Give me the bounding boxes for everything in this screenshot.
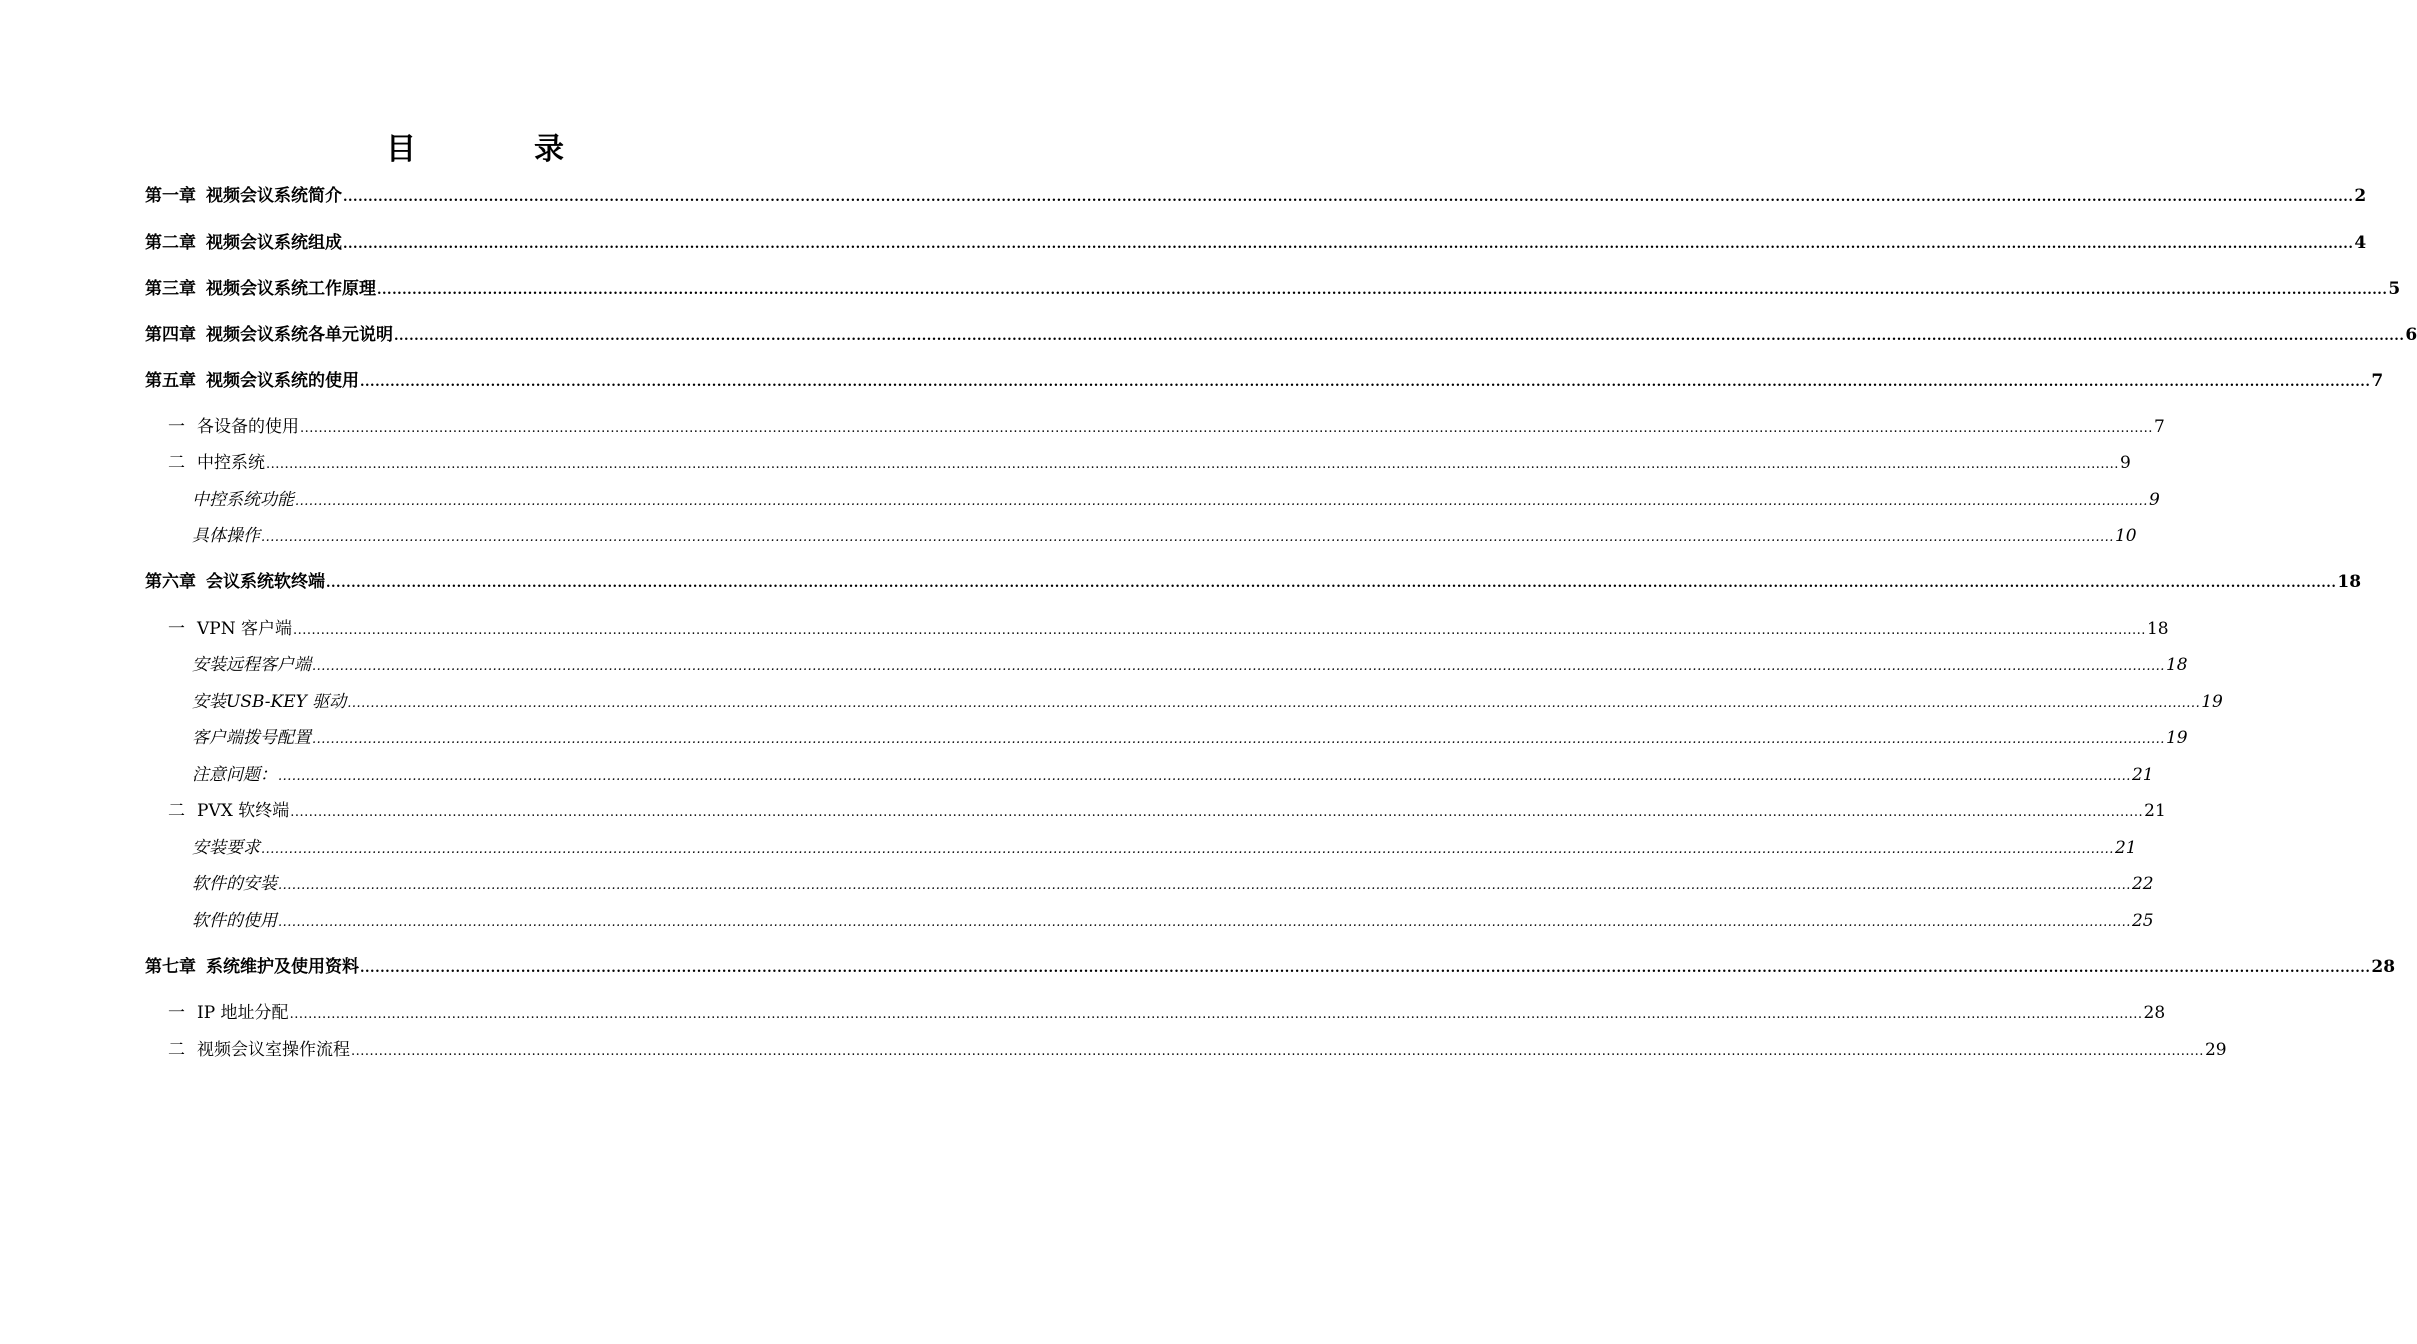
toc-entry[interactable] [145, 570, 2362, 594]
toc-page-number: 10 [2114, 526, 2137, 546]
toc-entry-label [145, 231, 342, 255]
toc-page-number: 2 [2354, 186, 2367, 206]
toc-entry[interactable] [168, 799, 2166, 823]
toc-entry-number: 第五章 [145, 371, 196, 391]
toc-entry-text: 视频会议系统工作原理 [206, 279, 376, 299]
toc-dot-leader: ................................................................................................................................................................................................................................................................................................................................................................................................................ [343, 237, 2354, 252]
toc-dot-leader: ................................................................................................................................................................................................................................................................................................................................................................................................................ [295, 494, 2148, 509]
toc-entry-number: 二 [168, 1040, 185, 1060]
toc-page-number: 7 [2153, 417, 2165, 437]
toc-entry-label [192, 653, 311, 677]
toc-dot-leader: ................................................................................................................................................................................................................................................................................................................................................................................................................ [278, 878, 2131, 893]
toc-dot-leader: ................................................................................................................................................................................................................................................................................................................................................................................................................ [351, 1044, 2204, 1059]
toc-entry-number: 第三章 [145, 279, 196, 299]
toc-page-number: 6 [2405, 325, 2417, 345]
toc-entry-text: IP 地址分配 [197, 1003, 289, 1023]
toc-page-number: 21 [2144, 801, 2166, 821]
toc-entry[interactable] [145, 231, 2367, 255]
toc-entry-label [192, 909, 277, 933]
toc-entry-number: 第七章 [145, 957, 196, 977]
toc-dot-leader: ................................................................................................................................................................................................................................................................................................................................................................................................................ [289, 1007, 2143, 1022]
toc-dot-leader: ................................................................................................................................................................................................................................................................................................................................................................................................................ [278, 915, 2131, 930]
toc-entry-text: 软件的使用 [192, 911, 277, 931]
toc-entry[interactable] [145, 369, 2384, 393]
toc-entry-label [168, 451, 265, 475]
toc-page-number: 7 [2371, 371, 2384, 391]
toc-entry-number: 第四章 [145, 325, 196, 345]
toc-title: 目 录 [386, 132, 608, 167]
toc-entry-label [145, 323, 393, 347]
toc-entry[interactable] [192, 763, 2154, 787]
toc-entry[interactable] [192, 690, 2223, 714]
toc-entry-label [168, 617, 292, 641]
toc-entry[interactable] [192, 524, 2137, 548]
toc-entry-label [168, 1001, 289, 1025]
toc-dot-leader: ................................................................................................................................................................................................................................................................................................................................................................................................................ [278, 769, 2131, 784]
toc-page-number: 29 [2204, 1040, 2227, 1060]
toc-entry-label [145, 369, 359, 393]
toc-entry-text: 安装USB-KEY 驱动 [192, 692, 347, 712]
toc-entry-label [168, 1038, 350, 1062]
toc-dot-leader: ................................................................................................................................................................................................................................................................................................................................................................................................................ [312, 659, 2165, 674]
toc-entry-label [145, 277, 376, 301]
toc-entry-text: 注意问题： [192, 765, 277, 785]
toc-dot-leader: ................................................................................................................................................................................................................................................................................................................................................................................................................ [394, 329, 2405, 344]
toc-entry-text: 中控系统 [197, 453, 265, 473]
toc-dot-leader: ................................................................................................................................................................................................................................................................................................................................................................................................................ [377, 283, 2388, 298]
toc-page-number: 18 [2337, 572, 2362, 592]
toc-entry-text: 会议系统软终端 [206, 572, 325, 592]
toc-page-number: 28 [2143, 1003, 2166, 1023]
toc-dot-leader: ................................................................................................................................................................................................................................................................................................................................................................................................................ [360, 375, 2371, 390]
toc-dot-leader: ................................................................................................................................................................................................................................................................................................................................................................................................................ [293, 623, 2146, 638]
toc-dot-leader: ................................................................................................................................................................................................................................................................................................................................................................................................................ [347, 696, 2201, 711]
toc-page-number: 21 [2114, 838, 2137, 858]
toc-entry-number: 第六章 [145, 572, 196, 592]
toc-entry[interactable] [192, 836, 2137, 860]
toc-entry-text: 各设备的使用 [197, 417, 299, 437]
toc-page-number: 9 [2119, 453, 2131, 473]
toc-entry-label [192, 726, 311, 750]
toc-dot-leader: ................................................................................................................................................................................................................................................................................................................................................................................................................ [326, 576, 2337, 591]
toc-entry[interactable] [145, 955, 2396, 979]
toc-entry[interactable] [168, 415, 2165, 439]
toc-entry-text: 安装远程客户端 [192, 655, 311, 675]
toc-entry-label [145, 184, 342, 208]
toc-entry-label [145, 570, 325, 594]
toc-entry-label [192, 488, 294, 512]
toc-entry[interactable] [192, 488, 2160, 512]
toc-entry-text: 具体操作 [192, 526, 260, 546]
toc-entry-text: 视频会议系统组成 [206, 233, 342, 253]
toc-entry[interactable] [192, 653, 2188, 677]
toc-page-number: 18 [2165, 655, 2188, 675]
toc-entry-label [192, 872, 277, 896]
toc-page-number: 19 [2165, 728, 2188, 748]
toc-entry-number: 第二章 [145, 233, 196, 253]
toc-entry-label [168, 799, 289, 823]
toc-entry-number: 二 [168, 453, 185, 473]
toc-page-number: 18 [2146, 619, 2169, 639]
toc-entry-text: 视频会议系统简介 [206, 186, 342, 206]
toc-page-number: 21 [2131, 765, 2154, 785]
toc-entry-number: 一 [168, 619, 185, 639]
toc-page-number: 4 [2354, 233, 2367, 253]
toc-page-number: 25 [2131, 911, 2154, 931]
toc-dot-leader: ................................................................................................................................................................................................................................................................................................................................................................................................................ [261, 842, 2114, 857]
toc-entry[interactable] [145, 184, 2367, 208]
toc-entry-text: 安装要求 [192, 838, 260, 858]
toc-entry[interactable] [168, 617, 2169, 641]
toc-entry-text: 中控系统功能 [192, 490, 294, 510]
toc-dot-leader: ................................................................................................................................................................................................................................................................................................................................................................................................................ [261, 530, 2114, 545]
toc-entry-label [192, 763, 277, 787]
toc-dot-leader: ................................................................................................................................................................................................................................................................................................................................................................................................................ [360, 961, 2371, 976]
toc-entry-text: 视频会议系统的使用 [206, 371, 359, 391]
toc-entry-text: PVX 软终端 [197, 801, 290, 821]
toc-page-number: 22 [2131, 874, 2154, 894]
toc-page-number: 19 [2201, 692, 2223, 712]
toc-entry-text: VPN 客户端 [197, 619, 292, 639]
toc-entry-label [192, 524, 260, 548]
toc-dot-leader: ................................................................................................................................................................................................................................................................................................................................................................................................................ [266, 457, 2119, 472]
toc-entry-text: 视频会议系统各单元说明 [206, 325, 393, 345]
toc-entry-number: 二 [168, 801, 185, 821]
toc-page-number: 5 [2388, 279, 2401, 299]
toc-entry-label [192, 836, 260, 860]
toc-entry[interactable] [168, 451, 2131, 475]
toc-entry-label [145, 955, 359, 979]
toc-entry-number: 第一章 [145, 186, 196, 206]
toc-entry[interactable] [145, 323, 2417, 347]
toc-dot-leader: ................................................................................................................................................................................................................................................................................................................................................................................................................ [343, 190, 2354, 205]
toc-entry-text: 系统维护及使用资料 [206, 957, 359, 977]
toc-entry-number: 一 [168, 417, 185, 437]
toc-page-number: 28 [2371, 957, 2396, 977]
toc-dot-leader: ................................................................................................................................................................................................................................................................................................................................................................................................................ [300, 421, 2153, 436]
toc-entry[interactable] [145, 277, 2401, 301]
toc-entry-number: 一 [168, 1003, 185, 1023]
toc-entry[interactable] [192, 909, 2154, 933]
toc-entry-text: 视频会议室操作流程 [197, 1040, 350, 1060]
toc-entry-text: 软件的安装 [192, 874, 277, 894]
toc-entry[interactable] [192, 872, 2154, 896]
toc-entry-label [168, 415, 299, 439]
toc-dot-leader: ................................................................................................................................................................................................................................................................................................................................................................................................................ [290, 805, 2144, 820]
toc-entry[interactable] [168, 1001, 2166, 1025]
toc-page-number: 9 [2148, 490, 2160, 510]
toc-entry[interactable] [192, 726, 2188, 750]
toc-dot-leader: ................................................................................................................................................................................................................................................................................................................................................................................................................ [312, 732, 2165, 747]
toc-entry-label [192, 690, 346, 714]
toc-entry[interactable] [168, 1038, 2227, 1062]
toc-entry-text: 客户端拨号配置 [192, 728, 311, 748]
